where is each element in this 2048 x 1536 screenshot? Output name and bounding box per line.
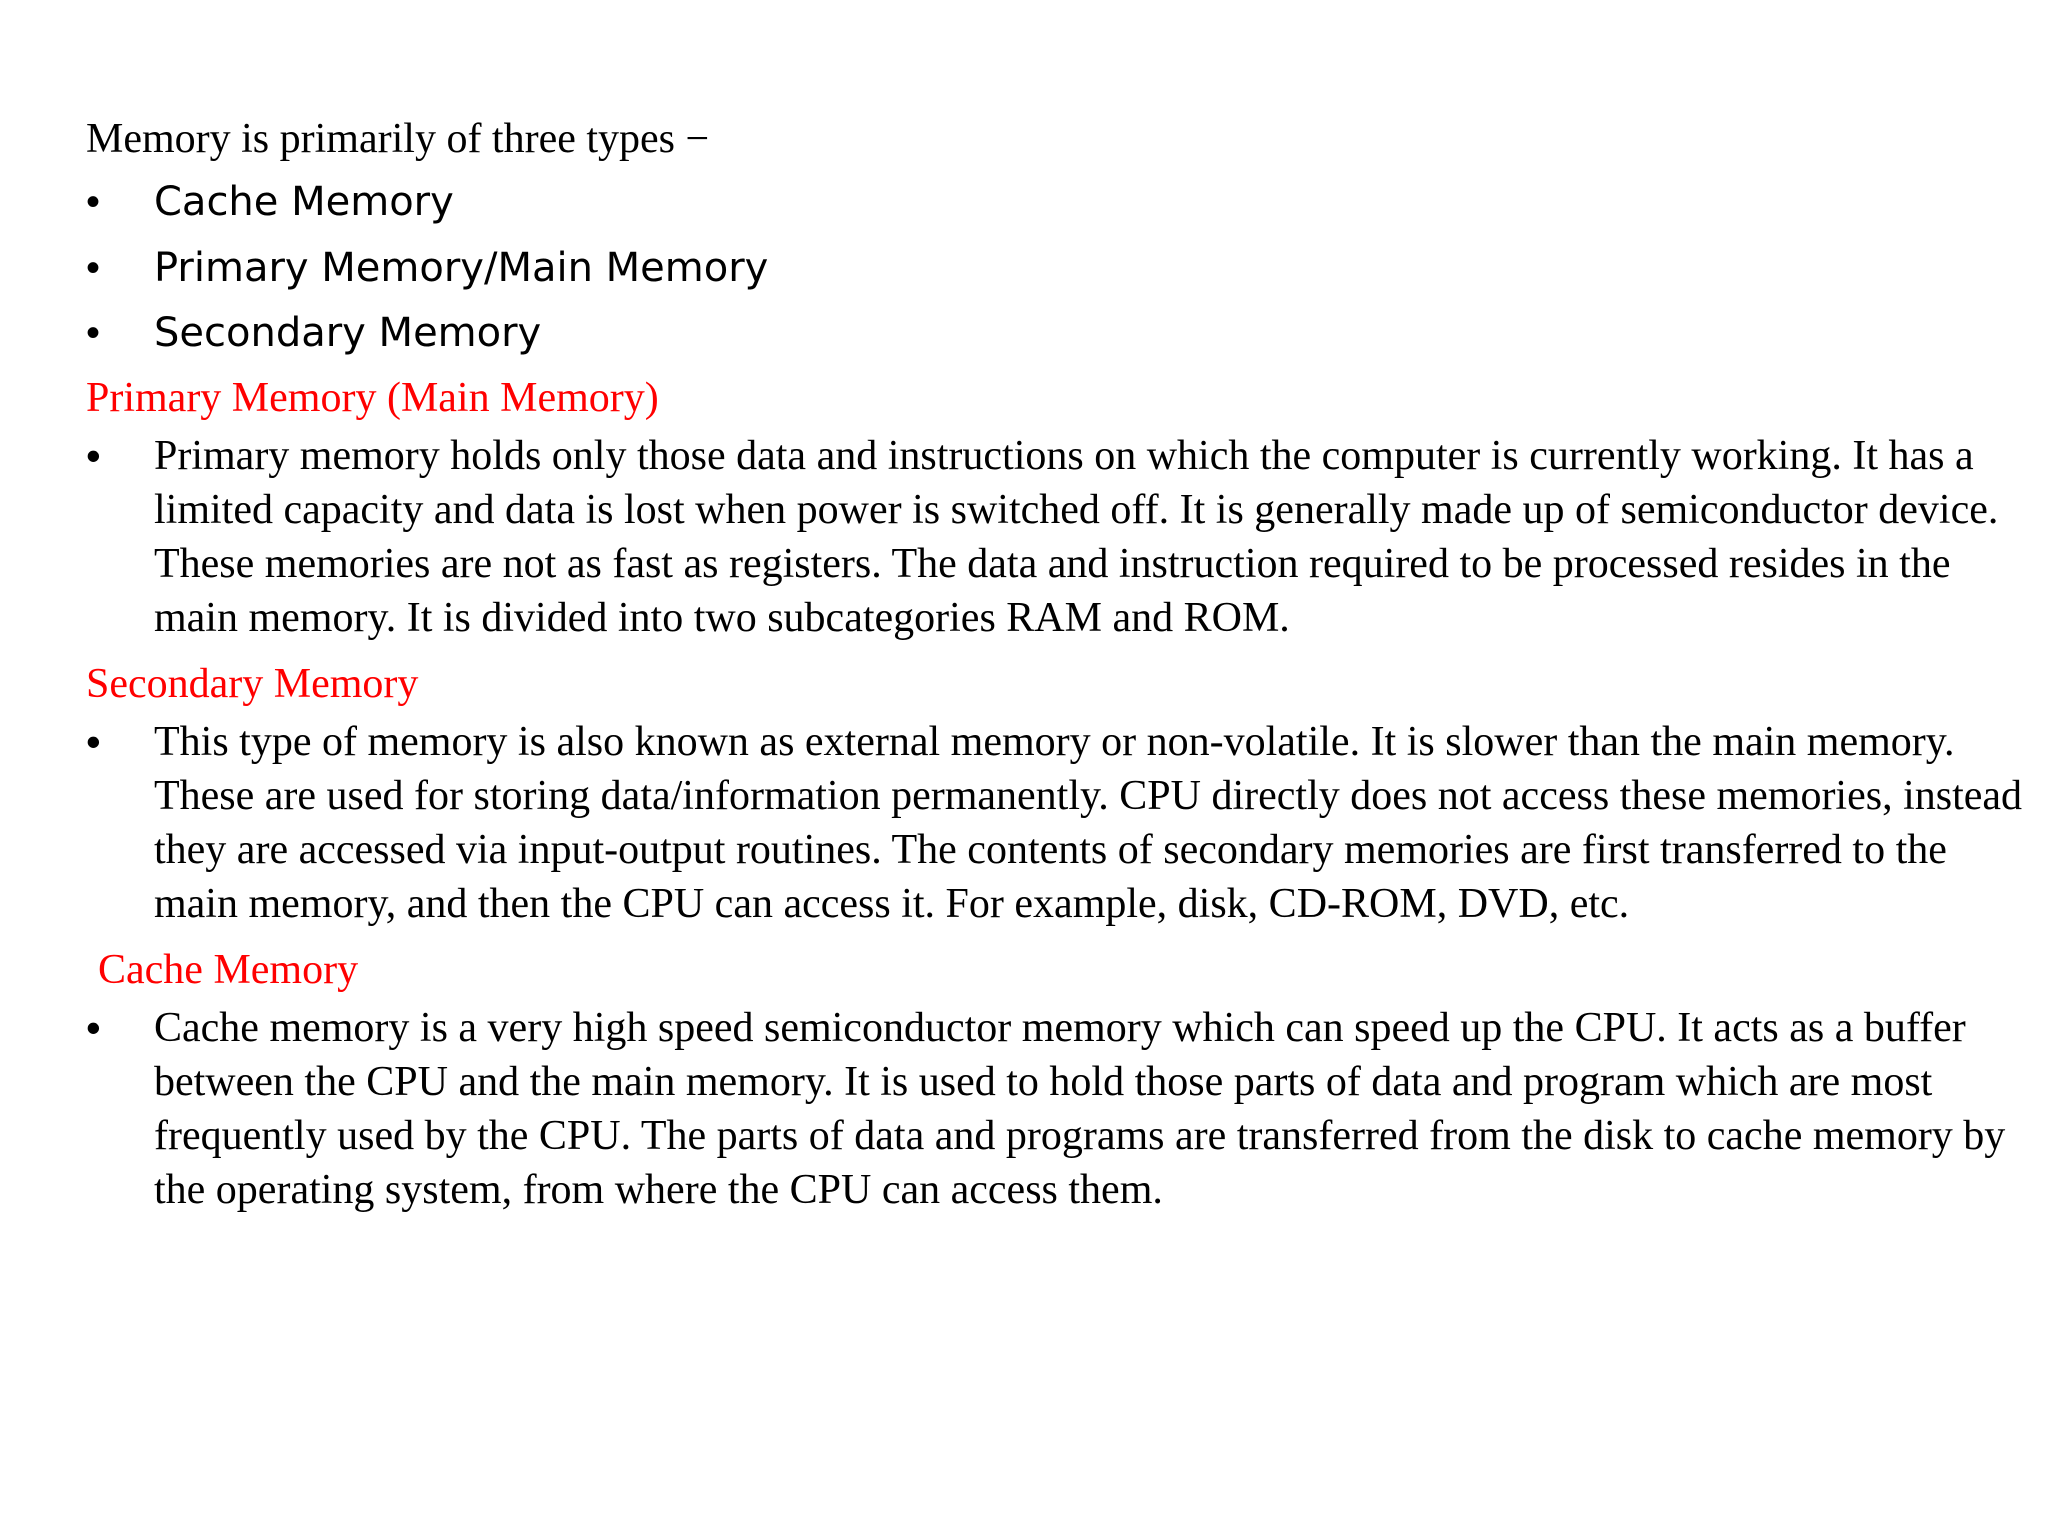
slide-content bbox=[86, 108, 2023, 1225]
cache-memory-heading: Cache Memory bbox=[98, 946, 359, 993]
bullet-icon: • bbox=[86, 1003, 101, 1051]
list-item-label: Primary Memory/Main Memory bbox=[154, 244, 769, 291]
secondary-memory-paragraph bbox=[86, 715, 2034, 931]
bullet-icon: • bbox=[86, 311, 101, 355]
memory-types-list bbox=[86, 170, 1986, 367]
secondary-memory-heading: Secondary Memory bbox=[86, 660, 419, 707]
list-item-label: Secondary Memory bbox=[154, 310, 542, 356]
list-item-secondary-memory bbox=[86, 301, 1986, 367]
bullet-icon: • bbox=[86, 180, 101, 224]
bullet-icon: • bbox=[86, 245, 101, 290]
list-item-cache-memory bbox=[86, 170, 1986, 236]
bullet-icon: • bbox=[86, 431, 101, 479]
paragraph-text: Cache memory is a very high speed semiconductor memory which can speed up the CPU. It acts as a buffer between the CPU and the main memory. It is used to hold those parts of data and program which are most frequently used by the CPU. The parts of data and programs are transferred from the disk to cache memory by the operating system, from where the CPU can access them. bbox=[154, 1004, 2006, 1213]
primary-memory-paragraph bbox=[86, 429, 2034, 645]
intro-text: Memory is primarily of three types − bbox=[86, 116, 710, 162]
paragraph-text: Primary memory holds only those data and instructions on which the computer is currently working. It has a limited capacity and data is lost when power is switched off. It is generally made up of semiconductor device. These memories are not as fast as registers. The data and instruction required to be processed resides in the main memory. It is divided into two subcategories RAM and ROM. bbox=[154, 432, 1999, 641]
list-item-label: Cache Memory bbox=[154, 179, 454, 225]
list-item-primary-memory bbox=[86, 236, 1986, 302]
paragraph-text: This type of memory is also known as external memory or non-volatile. It is slower than the main memory. These are used for storing data/information permanently. CPU directly does not access these memories, instead they are accessed via input-output routines. The contents of secondary memories are first transferred to the main memory, and then the CPU can access it. For example, disk, CD-ROM, DVD, etc. bbox=[154, 718, 2023, 927]
bullet-icon: • bbox=[86, 717, 101, 765]
cache-memory-paragraph bbox=[86, 1001, 2034, 1217]
primary-memory-heading: Primary Memory (Main Memory) bbox=[86, 374, 659, 421]
